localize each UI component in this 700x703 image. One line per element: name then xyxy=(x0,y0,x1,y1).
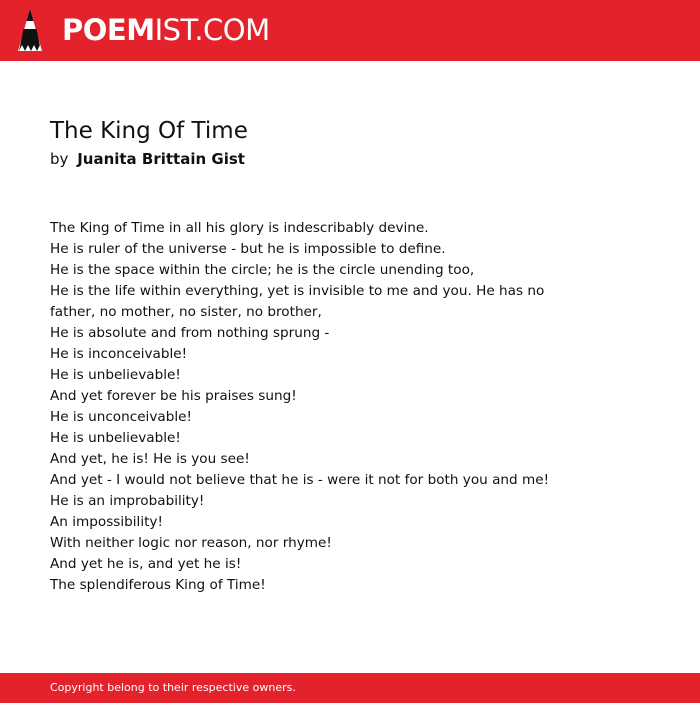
pencil-tip-icon xyxy=(18,9,42,51)
poem-line: He is ruler of the universe - but he is impossible to define. xyxy=(50,241,446,257)
poem-line: He is unbelievable! xyxy=(50,430,181,446)
poem-line: He is inconceivable! xyxy=(50,346,188,362)
site-logo-link[interactable] xyxy=(62,13,270,47)
copyright-notice: Copyright belong to their respective owners. xyxy=(50,681,296,694)
poem-line: With neither logic nor reason, nor rhyme! xyxy=(50,535,332,551)
poem-line: And yet forever be his praises sung! xyxy=(50,388,297,404)
poem-line: He is unbelievable! xyxy=(50,367,181,383)
logo-bold-text: POEM xyxy=(62,13,155,47)
site-footer xyxy=(0,673,700,703)
poem-line: The splendiferous King of Time! xyxy=(50,577,266,593)
poem-line: And yet, he is! He is you see! xyxy=(50,451,250,467)
poem-line: He is an improbability! xyxy=(50,493,205,509)
site-header xyxy=(0,0,700,61)
poem-line: father, no mother, no sister, no brother, xyxy=(50,304,322,320)
by-label: by xyxy=(50,150,69,168)
poem-body xyxy=(50,218,610,596)
poem-line: The King of Time in all his glory is indescribably devine. xyxy=(50,220,429,236)
logo-light-text: IST.COM xyxy=(154,13,270,47)
poem-line: He is unconceivable! xyxy=(50,409,192,425)
poem-title: The King Of Time xyxy=(50,118,248,144)
poem-line: He is the space within the circle; he is the circle unending too, xyxy=(50,262,475,278)
poem-line: He is absolute and from nothing sprung - xyxy=(50,325,330,341)
poem-line: An impossibility! xyxy=(50,514,163,530)
poem-line: He is the life within everything, yet is invisible to me and you. He has no xyxy=(50,283,545,299)
byline xyxy=(50,148,245,170)
poem-line: And yet - I would not believe that he is - were it not for both you and me! xyxy=(50,472,550,488)
author-name: Juanita Brittain Gist xyxy=(77,150,245,168)
poem-line: And yet he is, and yet he is! xyxy=(50,556,242,572)
